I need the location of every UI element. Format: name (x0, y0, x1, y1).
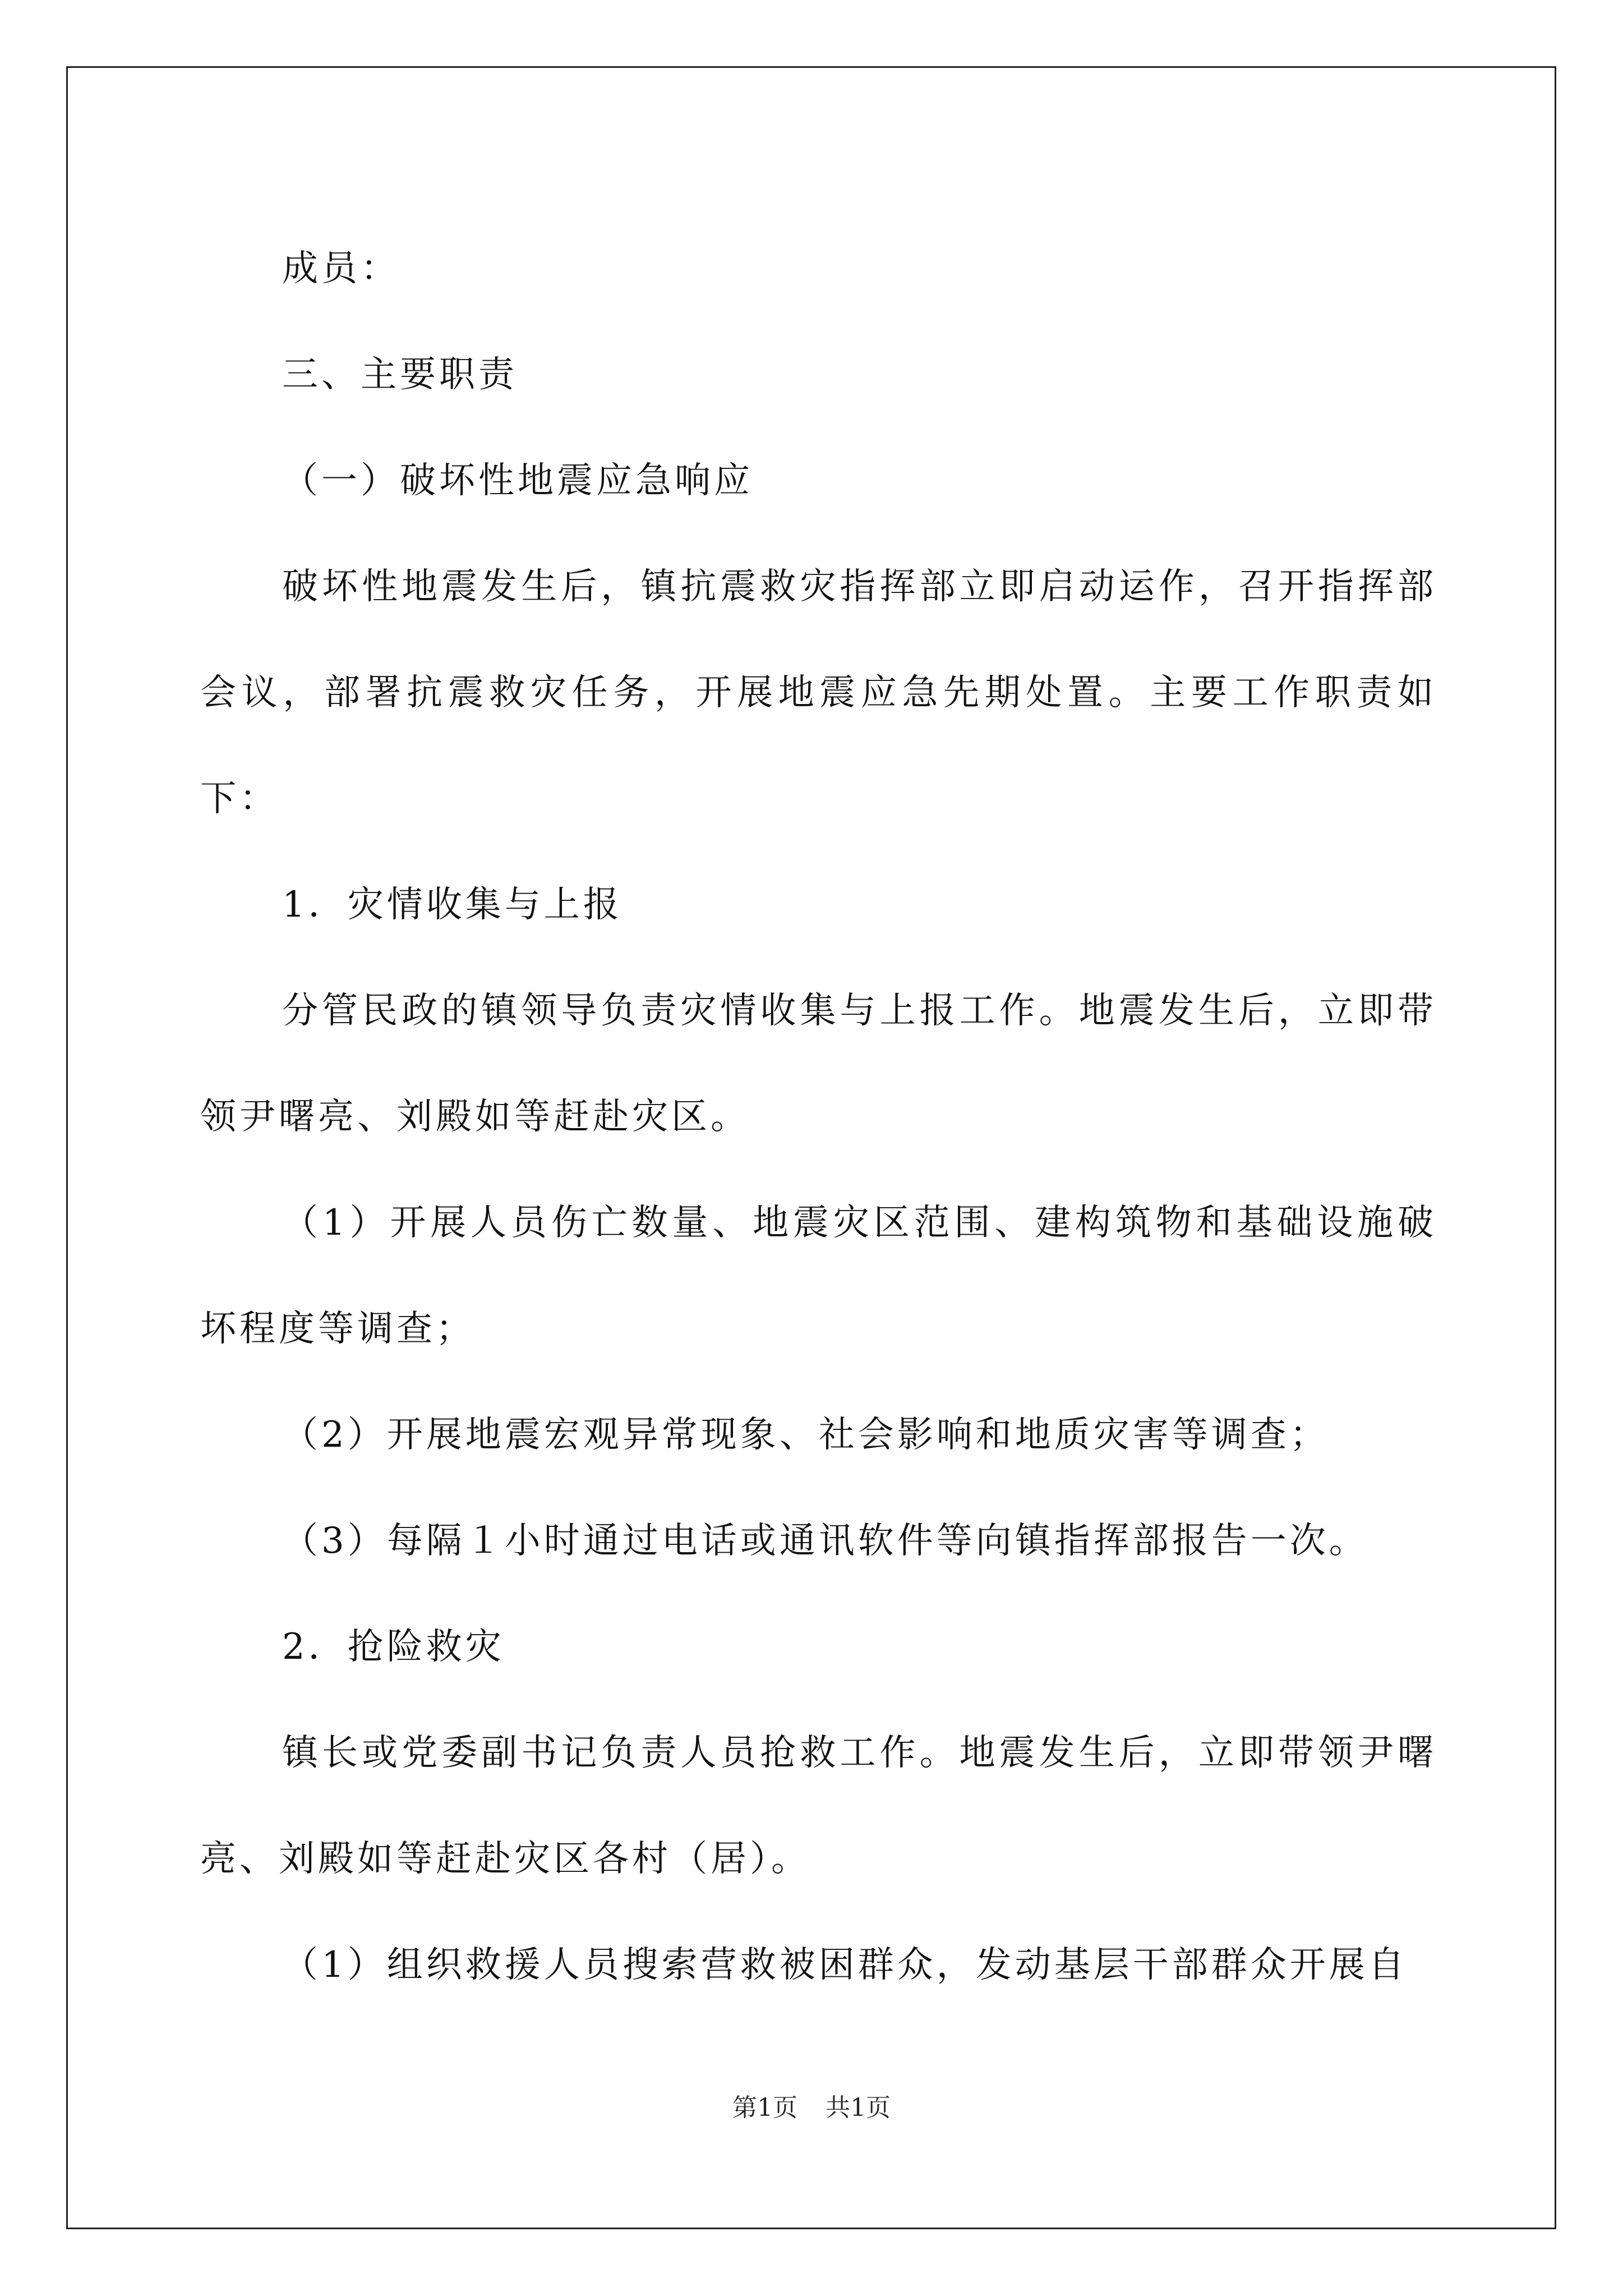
paragraph-members: 成员： (282, 248, 400, 289)
subsection-heading-emergency-response: （一）破坏性地震应急响应 (282, 460, 753, 501)
list-item-survey-casualties: （1）开展人员伤亡数量、地震灾区范围、建构筑物和基础设施破坏程度等调查； (200, 1202, 1437, 1350)
section-heading-main-duties: 三、主要职责 (282, 354, 518, 395)
list-item-hourly-report: （3）每隔１小时通过电话或通讯软件等向镇指挥部报告一次。 (282, 1520, 1368, 1562)
paragraph-rescue: 镇长或党委副书记负责人员抢救工作。地震发生后，立即带领尹曙亮、刘殿如等赶赴灾区各村（居）。 (200, 1732, 1437, 1880)
page-footer (0, 2091, 1623, 2125)
list-item-search-rescue: （1）组织救援人员搜索营救被困群众，发动基层干部群众开展自 (282, 1944, 1408, 1986)
paragraph-disaster-report: 分管民政的镇领导负责灾情收集与上报工作。地震发生后，立即带领尹曙亮、刘殿如等赶赴灾区。 (200, 990, 1437, 1138)
page-total: 共1页 (826, 2093, 891, 2122)
list-item-survey-anomalies: （2）开展地震宏观异常现象、社会影响和地质灾害等调查； (282, 1414, 1329, 1456)
page-number: 第1页 (732, 2093, 797, 2122)
document-body (200, 216, 1437, 2018)
item-heading-disaster-report: 1．灾情收集与上报 (282, 884, 623, 926)
item-heading-rescue: 2．抢险救灾 (282, 1626, 505, 1668)
paragraph-response-intro: 破坏性地震发生后，镇抗震救灾指挥部立即启动运作，召开指挥部会议，部署抗震救灾任务，开展地震应急先期处置。主要工作职责如下： (200, 566, 1437, 820)
